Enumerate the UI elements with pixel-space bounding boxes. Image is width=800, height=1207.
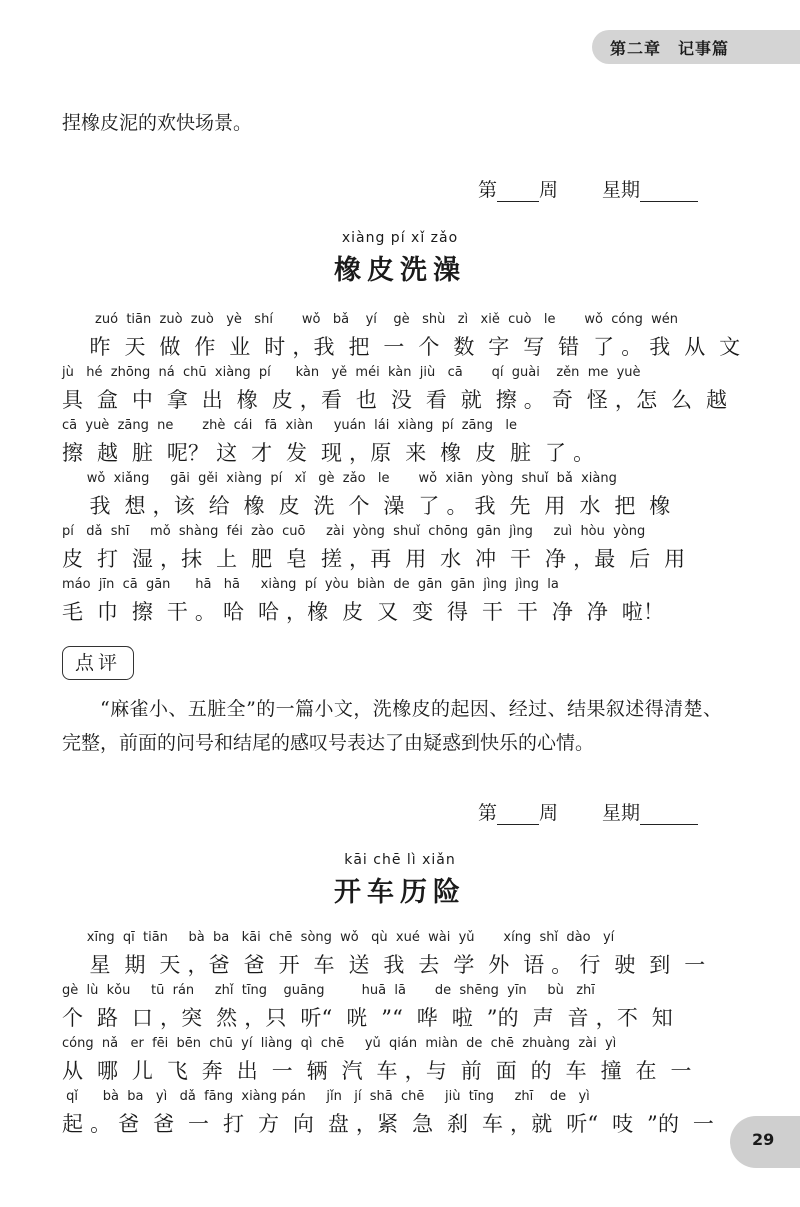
chapter-header: 第二章 记事篇 (610, 39, 730, 58)
story1-line (62, 365, 728, 418)
comment-text: “麻雀小、五脏全”的一篇小文，洗橡皮的起因、经过、结果叙述得清楚、完整，前面的问号和结尾的感叹号表达了由疑惑到快乐的心情。 (62, 698, 722, 754)
week-xingqi-label: 星期 (602, 802, 641, 824)
story2-line (62, 930, 712, 983)
pinyin-line: cóng nǎ er fēi bēn chū yí liàng qì chē yǔ qián miàn de chē zhuàng zài yì (62, 1036, 617, 1051)
pinyin-line: qǐ bà ba yì dǎ fāng xiàng pán jǐn jí shā chē jiù tīng zhī de yì (62, 1089, 590, 1104)
week-line-1 (478, 175, 698, 202)
story2-line (62, 1089, 715, 1142)
week-blank (497, 824, 539, 825)
story1-title: 橡皮洗澡 (334, 255, 466, 286)
intro-line: 捏橡皮泥的欢快场景。 (62, 112, 253, 134)
story1-title-block (0, 230, 800, 287)
story1-line (62, 418, 712, 471)
pinyin-line: zuó tiān zuò zuò yè shí wǒ bǎ yí gè shù zì xiě cuò le wǒ cóng wén (62, 312, 678, 327)
hanzi-line: 皮 打 湿 ，抹 上 肥 皂 搓 ，再 用 水 冲 干 净 ，最 后 用 (62, 547, 686, 571)
pinyin-line: xīng qī tiān bà ba kāi chē sòng wǒ qù xué wài yǔ xíng shǐ dào yí (62, 930, 615, 945)
comment-label-box: 点评 (62, 646, 134, 680)
week-xingqi-label: 星期 (602, 179, 641, 201)
story1-line (62, 471, 712, 524)
story1-line (62, 524, 712, 577)
week-zhou-label: 周 (539, 179, 559, 201)
story2-body (62, 930, 715, 1142)
story1-title-pinyin: xiàng pí xǐ zǎo (341, 230, 459, 246)
story2-line (62, 983, 712, 1036)
story2-line (62, 1036, 712, 1089)
page-number: 29 (752, 1130, 775, 1149)
hanzi-line: 起 。 爸 爸 一 打 方 向 盘 ，紧 急 刹 车 ，就 听“ 吱 ”的 一 (62, 1112, 715, 1136)
week-line-2 (478, 798, 698, 825)
weekday-blank (640, 201, 698, 202)
story1-line (62, 577, 712, 630)
hanzi-line: 毛 巾 擦 干 。 哈 哈 ，橡 皮 又 变 得 干 干 净 净 啦！ (62, 600, 665, 624)
pinyin-line: máo jīn cā gān hā hā xiàng pí yòu biàn de gān gān jìng jìng la (62, 577, 559, 592)
pinyin-line: jù hé zhōng ná chū xiàng pí kàn yě méi kàn jiù cā qí guài zěn me yuè (62, 365, 641, 380)
pinyin-line: cā yuè zāng ne zhè cái fā xiàn yuán lái xiàng pí zāng le (62, 418, 518, 433)
story2-title-pinyin: kāi chē lì xiǎn (344, 852, 456, 868)
hanzi-line: 个 路 口 ，突 然 ，只 听“ 咣 ”“ 哗 啦 ”的 声 音 ，不 知 (62, 1006, 673, 1030)
hanzi-line: 擦 越 脏 呢？ 这 才 发 现 ，原 来 橡 皮 脏 了 。 (62, 441, 595, 465)
week-blank (497, 201, 539, 202)
pinyin-line: gè lù kǒu tū rán zhǐ tīng guāng huā lā de shēng yīn bù zhī (62, 983, 595, 998)
hanzi-line: 我 想 ，该 给 橡 皮 洗 个 澡 了 。 我 先 用 水 把 橡 (62, 494, 671, 518)
week-di-label: 第 (478, 802, 498, 824)
story2-title-block (0, 852, 800, 909)
pinyin-line: pí dǎ shī mǒ shàng féi zào cuō zài yòng shuǐ chōng gān jìng zuì hòu yòng (62, 524, 646, 539)
hanzi-line: 具 盒 中 拿 出 橡 皮 ，看 也 没 看 就 擦 。 奇 怪 ，怎 么 越 (62, 388, 728, 412)
story1-body (62, 312, 741, 630)
week-zhou-label: 周 (539, 802, 559, 824)
pinyin-line: wǒ xiǎng gāi gěi xiàng pí xǐ gè zǎo le wǒ xiān yòng shuǐ bǎ xiàng (62, 471, 617, 486)
hanzi-line: 星 期 天 ，爸 爸 开 车 送 我 去 学 外 语 。 行 驶 到 一 (62, 953, 706, 977)
week-di-label: 第 (478, 179, 498, 201)
story2-title: 开车历险 (334, 877, 466, 908)
hanzi-line: 从 哪 儿 飞 奔 出 一 辆 汽 车 ，与 前 面 的 车 撞 在 一 (62, 1059, 692, 1083)
weekday-blank (640, 824, 698, 825)
story1-line (62, 312, 741, 365)
hanzi-line: 昨 天 做 作 业 时 ，我 把 一 个 数 字 写 错 了 。 我 从 文 (62, 335, 741, 359)
